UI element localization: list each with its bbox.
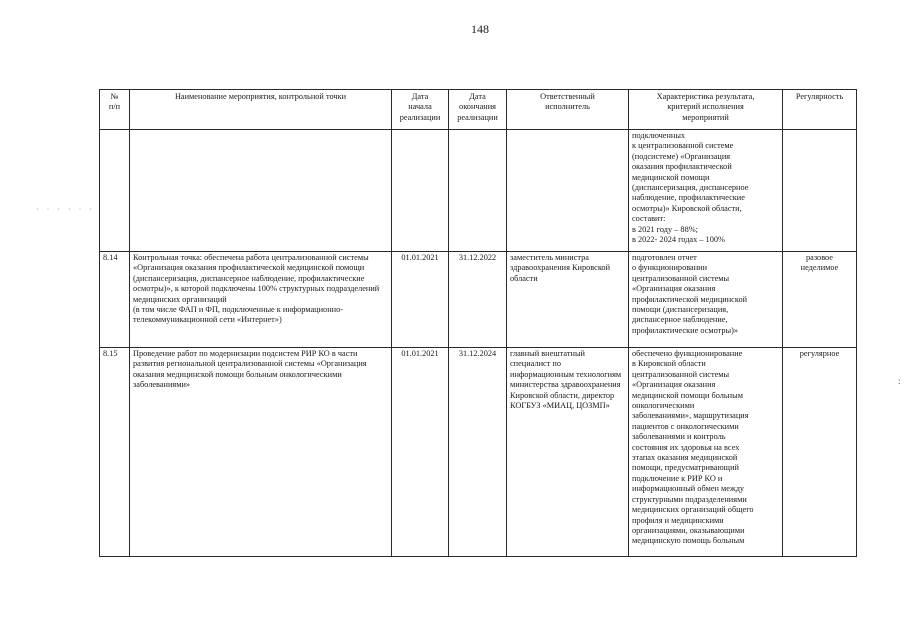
cell-result: подключенных к централизованной системе (подсистеме) «Организация оказания профилактической медицинской помощи (диспансеризация, диспансерное наблюдение, профилактические осмотры)» Кировской области, составит: в 2021 году – 88%; в 2022- 2024 годах – 100% bbox=[629, 130, 783, 252]
header-number: № п/п bbox=[100, 90, 130, 130]
cell-result: подготовлен отчет о функционировании централизованной системы «Организация оказания профилактической медицинской помощи (диспансеризация, диспансерное наблюдение, профилактические осмотры)» bbox=[629, 252, 783, 348]
header-responsible: Ответственный исполнитель bbox=[507, 90, 629, 130]
cell-end-date: 31.12.2022 bbox=[449, 252, 507, 348]
table-row-8-15 bbox=[100, 348, 857, 557]
cell-number bbox=[100, 130, 130, 252]
cell-activity-name: Контрольная точка: обеспечена работа централизованной системы «Организация оказания профилактической медицинской помощи (диспансеризация, диспансерное наблюдение, профилактические осмотры)», к которой подключены 100% структурных подразделений медицинских организаций (в том числе ФАП и ФП, подключенные к информационно-телекоммуникационной сети «Интернет») bbox=[130, 252, 392, 348]
cell-start-date: 01.01.2021 bbox=[392, 348, 449, 557]
page-number: 148 bbox=[471, 22, 489, 36]
cell-responsible: главный внештатный специалист по информационным технологиям министерства здравоохранения Кировской области, директор КОГБУЗ «МИАЦ, ЦОЗМП» bbox=[507, 348, 629, 557]
cell-start-date bbox=[392, 130, 449, 252]
cell-activity-name: Проведение работ по модернизации подсистем РИР КО в части развития региональной централизованной системы «Организация оказания медицинской помощи больным онкологическими заболеваниями» bbox=[130, 348, 392, 557]
header-result: Характеристика результата, критерий исполнения мероприятий bbox=[629, 90, 783, 130]
activities-table bbox=[99, 89, 857, 557]
table-row-continuation bbox=[100, 130, 857, 252]
cell-start-date: 01.01.2021 bbox=[392, 252, 449, 348]
cell-activity-name bbox=[130, 130, 392, 252]
header-start-date: Дата начала реализации bbox=[392, 90, 449, 130]
table-header-row bbox=[100, 90, 857, 130]
cell-number: 8.14 bbox=[100, 252, 130, 348]
cell-regularity: регулярное bbox=[783, 348, 857, 557]
cell-responsible bbox=[507, 130, 629, 252]
cell-regularity: разовое неделимое bbox=[783, 252, 857, 348]
cell-result: обеспечено функционирование в Кировской области централизованной системы «Организация оказания медицинской помощи больным онкологическими заболеваниями», маршрутизация пациентов с онкологическими заболеваниями и контроль состояния их здоровья на всех этапах оказания медицинской помощи, предусматривающий подключение к РИР КО и информационный обмен между структурными подразделениями медицинских организаций общего профиля и медицинскими организациями, оказывающими медицинскую помощь больным bbox=[629, 348, 783, 557]
header-activity-name: Наименование мероприятия, контрольной точки bbox=[130, 90, 392, 130]
table-row-8-14 bbox=[100, 252, 857, 348]
margin-mark: : bbox=[898, 376, 901, 386]
cell-regularity bbox=[783, 130, 857, 252]
header-end-date: Дата окончания реализации bbox=[449, 90, 507, 130]
cell-end-date bbox=[449, 130, 507, 252]
cell-responsible: заместитель министра здравоохранения Кировской области bbox=[507, 252, 629, 348]
cell-number: 8.15 bbox=[100, 348, 130, 557]
header-regularity: Регулярность bbox=[783, 90, 857, 130]
scan-artifact-dots: · · · · · · bbox=[36, 205, 95, 214]
cell-end-date: 31.12.2024 bbox=[449, 348, 507, 557]
